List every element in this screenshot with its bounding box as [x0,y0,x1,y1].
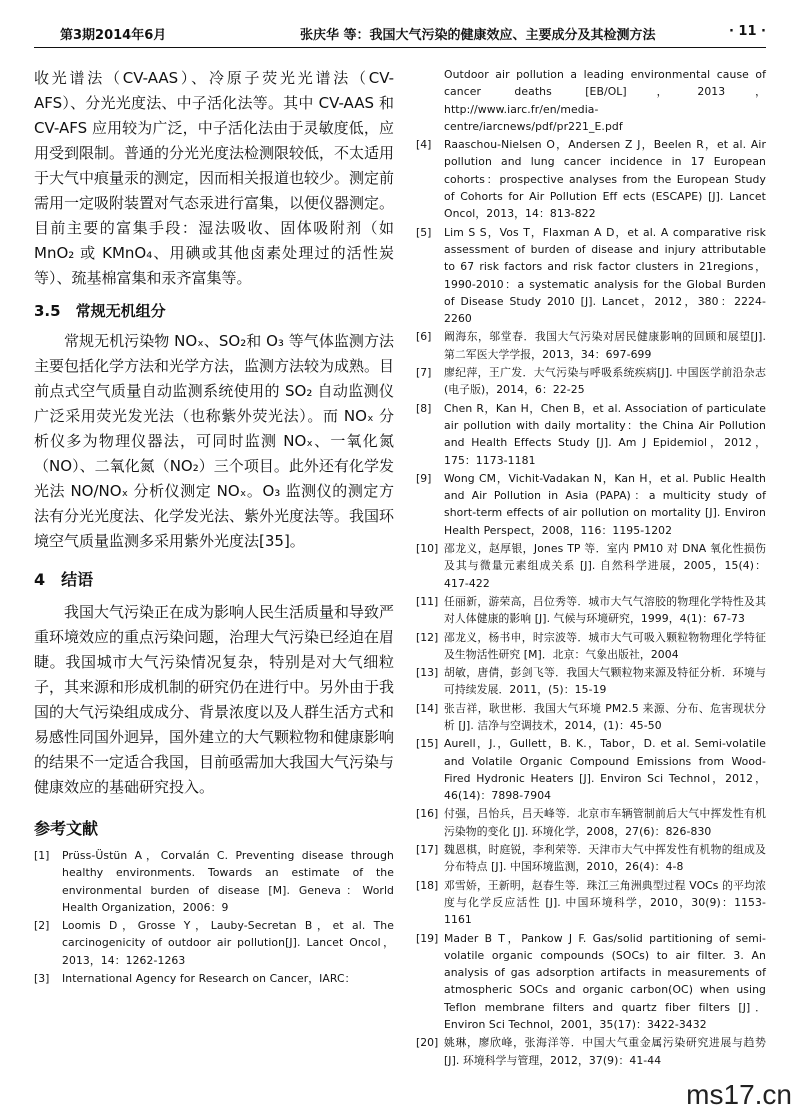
reference-item [416,805,766,840]
reference-text: Aurell，J.，Gullett，B. K.，Tabor，D. et al. Semi-volatile and Volatile Organic Compound Emissions from Wood-Fired Hydronic Heaters [J]. Environ Sci Technol，2012，46(14)：7898-7904 [444,737,766,803]
reference-item [416,700,766,735]
reference-text: Prüss-Üstün A，Corvalán C. Preventing disease through healthy environments. Towards an estimate of the environmental burden of disease [M]. Geneva：World Health Organization，2006：9 [62,849,394,914]
reference-number: [18] [416,878,439,892]
reference-list-left [34,847,394,987]
reference-number: [12] [416,630,439,644]
reference-number: [6] [416,330,432,344]
reference-item [34,970,394,987]
section-4-heading: 4 结语 [34,570,94,589]
reference-item [34,917,394,969]
reference-text: 魏恩棋，时庭锐，李利荣等．天津市大气中挥发性有机物的组成及分布特点 [J]. 中国环境监测，2010，26(4)：4-8 [444,843,766,874]
reference-text: 胡敏，唐倩，彭剑飞等．我国大气颗粒物来源及特征分析．环境与可持续发展．2011，(5)：15-19 [444,666,766,697]
reference-item [416,400,766,469]
reference-text: Mader B T，Pankow J F. Gas/solid partitioning of semi-volatile organic compounds (SOCs) to air filter. 3. An analysis of gas adsorption artifacts in measurements of atmospheric SOCs and organic carbon(OC) when using Teflon membrane filters and quartz fiber filters [J]．Environ Sci Technol，2001，35(17)：3422-3432 [444,931,766,1032]
reference-number: [13] [416,666,439,680]
reference-text: 阚海东，邬堂春．我国大气污染对居民健康影响的回顾和展望[J]. 第二军医大学学报，2013，34：697-699 [444,330,766,361]
reference-text: 付强，吕怡兵，吕天峰等．北京市车辆管制前后大气中挥发性有机污染物的变化 [J]. 环境化学，2008，27(6)：826-830 [444,807,766,838]
reference-number: [8] [416,401,432,415]
reference-number: [5] [416,225,432,239]
reference-item [416,1034,766,1069]
left-column [34,66,394,988]
reference-text: International Agency for Research on Cancer，IARC： [62,972,356,986]
reference-number: [10] [416,542,439,556]
right-column [416,66,766,1070]
reference-item [34,847,394,916]
running-title: 张庆华 等：我国大气污染的健康效应、主要成分及其检测方法 [300,28,656,43]
reference-item [416,224,766,328]
reference-number: [17] [416,843,439,857]
reference-item [416,540,766,592]
reference-text: Chen R，Kan H，Chen B，et al. Association of particulate air pollution with daily mortality：the China Air Pollution and Health Effects Study [J]. Am J Epidemiol，2012，175：1173-1181 [444,401,766,467]
reference-item [416,66,766,135]
reference-number: [1] [34,849,50,862]
reference-item [416,629,766,664]
reference-text: Loomis D，Grosse Y，Lauby-Secretan B，et al. The carcinogenicity of outdoor air pollution[J]. Lancet Oncol，2013，14：1262-1263 [62,919,394,967]
reference-item [416,930,766,1034]
reference-text: Wong CM，Vichit-Vadakan N，Kan H，et al. Public Health and Air Pollution in Asia (PAPA)：a multicity study of short-term effects of air pollution on mortality [J]. Environ Health Perspect，2008，116：1195-1202 [444,471,766,537]
reference-item [416,841,766,876]
issue-label: 第3期2014年6月 [60,28,167,43]
reference-text: 邵龙义，赵厚银，Jones TP 等．室内 PM10 对 DNA 氧化性损伤及其与微量元素组成关系 [J]. 自然科学进展，2005，15(4)：417-422 [444,542,766,590]
reference-number: [3] [34,972,50,986]
reference-text: 邵龙义，杨书申，时宗波等．城市大气可吸入颗粒物物理化学特征及生物活性研究 [M]．北京：气象出版社，2004 [444,630,766,661]
reference-number: [19] [416,931,439,945]
reference-text: 邓雪娇，王新明，赵春生等．珠江三角洲典型过程 VOCs 的平均浓度与化学反应活性 [J]. 中国环境科学，2010，30(9)：1153-1161 [444,878,766,927]
reference-number [416,66,444,135]
mercury-paragraph: 收光谱法（CV-AAS）、冷原子荧光光谱法（CV-AFS）、分光光度法、中子活化法等。其中 CV-AAS 和 CV-AFS 应用较为广泛，中子活化法由于灵敏度低，应用受到限制。普通的分光光度法检测限较低，不太适用于大气中痕量汞的测定，因而相关报道也较少。测定前需用一定吸附装置对气态汞进行富集，以便仪器测定。目前主要的富集手段：湿法吸收、固体吸附剂（如 MnO₂ 或 KMnO₄、用碘或其他卤素处理过的活性炭等）、巯基棉富集和汞齐富集等。 [34,69,395,287]
reference-text: Outdoor air pollution a leading environmental cause of cancer deaths [EB/OL]，2013，http://www.iarc.fr/en/media-centre/iarcnews/pdf/pr221_E.pdf [444,68,766,133]
reference-text: 任丽新，游荣高，吕位秀等．城市大气气溶胶的物理化学特性及其对人体健康的影响 [J]. 气候与环境研究，1999，4(1)：67-73 [444,594,766,626]
reference-number: [2] [34,919,50,933]
reference-number: [7] [416,366,432,380]
header-rule [34,47,766,48]
reference-item [416,470,766,539]
conclusion-paragraph: 我国大气污染正在成为影响人民生活质量和导致严重环境效应的重点污染问题，治理大气污染已经迫在眉睫。我国城市大气污染情况复杂，特别是对大气细粒子，其来源和形成机制的研究仍在进行中。另外由于我国的大气污染组成成分、背景浓度以及人群生活方式和易感性同国外迥异，国外建立的大气颗粒物和健康影响的结果不一定适合我国，目前亟需加大我国大气污染与健康效应的基础研究投入。 [34,603,395,796]
references-heading: 参考文献 [34,819,99,838]
reference-item [416,664,766,699]
reference-text: 张吉祥，耿世彬．我国大气环境 PM2.5 来源、分布、危害现状分析 [J]. 洁净与空调技术，2014，(1)：45-50 [444,701,766,732]
reference-number: [20] [416,1036,439,1050]
running-header [60,24,766,46]
site-watermark: ms17.cn [686,1079,792,1110]
reference-number: [11] [416,594,439,608]
reference-item [416,328,766,363]
reference-item [416,735,766,804]
reference-number: [4] [416,138,432,152]
reference-list-right [416,66,766,1069]
reference-text: Lim S S，Vos T，Flaxman A D，et al. A comparative risk assessment of burden of disease and injury attributable to 67 risk factors and risk factor clusters in 21regions，1990-2010：a systematic analysis for the Global Burden of Disease Study 2010 [J]. Lancet，2012，380：2224-2260 [444,225,766,326]
reference-item [416,593,766,628]
section-3-5-heading: 3.5 常规无机组分 [34,302,166,320]
reference-text: 姚琳，廖欣峰，张海洋等．中国大气重金属污染研究进展与趋势 [J]. 环境科学与管理，2012，37(9)：41-44 [444,1036,766,1067]
reference-item [416,364,766,399]
page-number: · 11 · [728,24,766,39]
reference-item [416,877,766,929]
reference-item [416,136,766,222]
reference-text: 廖纪萍，王广发．大气污染与呼吸系统疾病[J]. 中国医学前沿杂志(电子版)，2014，6：22-25 [444,366,766,397]
reference-number: [9] [416,471,432,485]
reference-text: Raaschou-Nielsen O，Andersen Z J，Beelen R，et al. Air pollution and lung cancer incidence in 17 European cohorts：prospective analyses from the European Study of Cohorts for Air Pollution Eff ects (ESCAPE) [J]. Lancet Oncol，2013，14：813-822 [444,138,766,221]
reference-number: [15] [416,737,439,751]
reference-number: [14] [416,701,439,715]
inorganic-paragraph: 常规无机污染物 NOₓ、SO₂和 O₃ 等气体监测方法主要包括化学方法和光学方法，监测方法较为成熟。目前点式空气质量自动监测系统使用的 SO₂ 自动监测仪广泛采用荧光发光法（也称紫外荧光法）。而 NOₓ 分析仪多为物理仪器法，可同时监测 NOₓ、一氧化氮（NO）、二氧化氮（NO₂）三个项目。此外还有化学发光法 NO/NOₓ 分析仪测定 NOₓ。O₃ 监测仪的测定方法有分光光度法、化学发光法、紫外光度法等。我国环境空气质量监测多采用紫外光度法[35]。 [34,332,395,550]
reference-number: [16] [416,807,439,821]
